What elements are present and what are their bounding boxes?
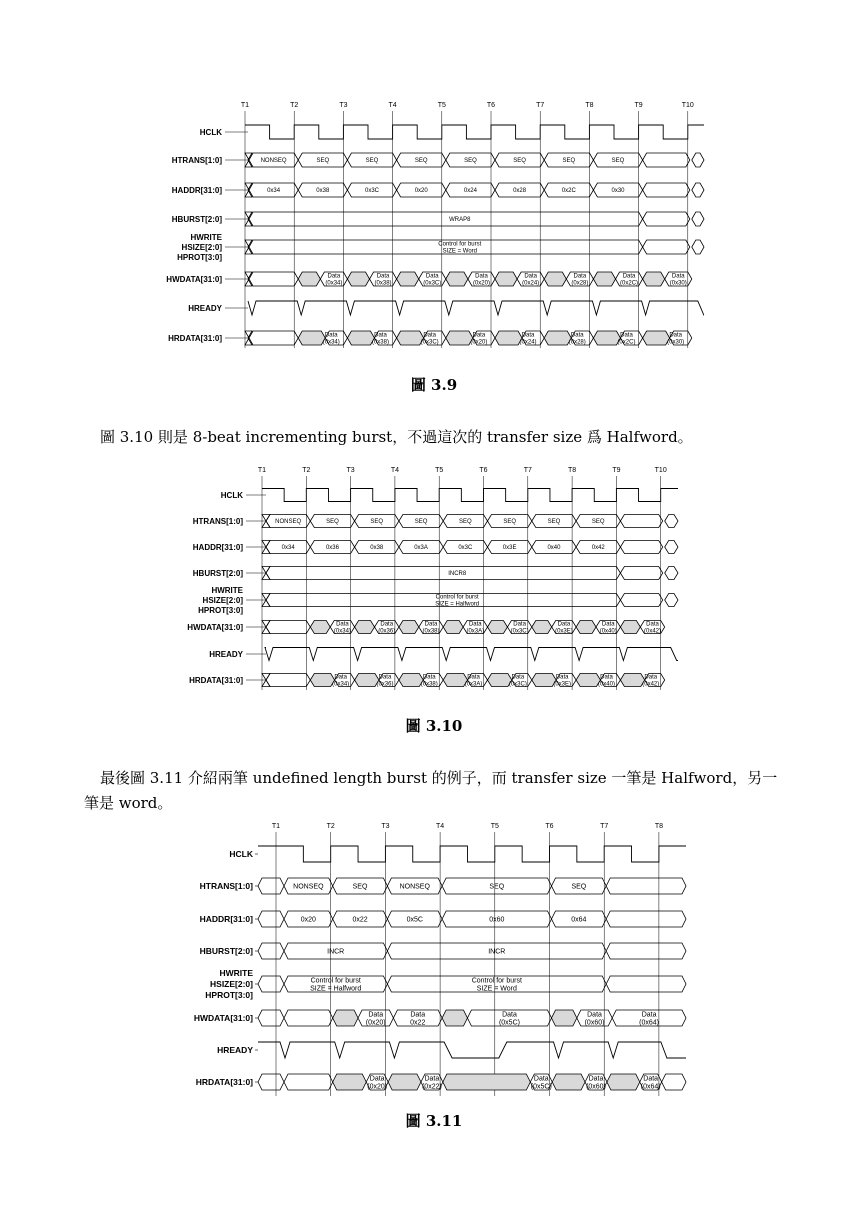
rdata-setup-cell	[446, 331, 473, 345]
bus-cell-blank	[643, 153, 690, 167]
rdata-value: Data	[669, 332, 683, 339]
span-text: SIZE = Halfword	[435, 601, 480, 608]
bus-cell-blank	[665, 567, 678, 580]
wdata-value: Data	[524, 273, 538, 280]
span-text: WRAP8	[449, 217, 471, 224]
rdata-value: (0x5C)	[530, 1083, 552, 1091]
bus-value: 0x2C	[561, 188, 576, 195]
wdata-value: (0x30)	[669, 280, 687, 287]
wdata-value: Data	[513, 621, 526, 628]
wdata-gap-cell	[397, 272, 419, 286]
bus-cell-blank	[266, 621, 310, 634]
rdata-value: (0x34)	[332, 681, 350, 688]
clock-label-T8: T8	[585, 102, 594, 109]
rdata-value: Data	[644, 674, 658, 681]
rdata-value: Data	[600, 674, 613, 681]
wdata-value: (0x20)	[365, 1019, 386, 1027]
timing-diagram-3-11	[0, 818, 868, 1108]
span-text: Control for burst	[310, 977, 361, 985]
bus-value: NONSEQ	[260, 158, 287, 165]
bus-value: NONSEQ	[399, 883, 430, 891]
bus-cell-blank	[606, 878, 686, 894]
rdata-value: Data	[511, 674, 525, 681]
bus-cell-blank	[692, 183, 704, 197]
wdata-gap-cell	[442, 1010, 467, 1026]
bus-value: SEQ	[414, 158, 428, 165]
clock-label-T1: T1	[240, 102, 250, 109]
rdata-value: Data	[378, 674, 392, 681]
wdata-value: Data	[622, 273, 636, 280]
bus-value: 0x30	[611, 188, 625, 195]
bus-cell-blank	[692, 153, 704, 167]
clock-label-T8: T8	[654, 823, 663, 830]
clock-label-T7: T7	[600, 823, 609, 830]
bus-value: 0x38	[370, 545, 384, 552]
clock-label-T4: T4	[388, 102, 397, 109]
signal-label-hprot-3-0-: HPROT[3:0]	[177, 253, 222, 262]
wdata-gap-cell	[643, 272, 665, 286]
clock-label-T10: T10	[654, 467, 667, 474]
wdata-value: 0x22	[410, 1019, 426, 1027]
rdata-setup-cell	[593, 331, 620, 345]
span-text: SIZE = Word	[442, 248, 478, 255]
signal-label-hwrite: HWRITE	[219, 968, 253, 978]
wdata-value: Data	[380, 621, 394, 628]
wdata-value: Data	[336, 621, 349, 628]
span-cell	[249, 212, 643, 226]
span-text: Control for burst	[438, 241, 482, 248]
bus-cell-blank	[258, 911, 284, 927]
clock-label-T6: T6	[545, 823, 554, 830]
signal-label-hrdata-31-0-: HRDATA[31:0]	[168, 334, 222, 343]
rdata-value: Data	[620, 332, 633, 339]
wdata-value: (0x5C)	[498, 1019, 520, 1027]
rdata-setup-cell	[643, 331, 670, 345]
signal-label-hprot-3-0-: HPROT[3:0]	[205, 990, 253, 1000]
figure-caption-3-9: 圖 3.9	[410, 376, 458, 394]
wdata-value: Data	[587, 1011, 602, 1019]
rdata-setup-cell	[333, 1074, 367, 1090]
bus-value: SEQ	[326, 519, 339, 526]
rdata-value: Data	[422, 674, 436, 681]
wdata-value: (0x3A)	[466, 628, 485, 635]
signal-label-hwdata-31-0-: HWDATA[31:0]	[193, 1013, 253, 1023]
wdata-value: Data	[573, 273, 587, 280]
bus-value: 0x3C	[458, 545, 473, 552]
figure-3-10	[0, 462, 868, 702]
wdata-gap-cell	[488, 621, 508, 634]
span-text: SIZE = Word	[476, 985, 517, 993]
clock-label-T7: T7	[523, 467, 532, 474]
wdata-gap-cell	[258, 1010, 284, 1026]
rdata-value: (0x22)	[421, 1083, 442, 1091]
wdata-value: (0x20)	[472, 280, 490, 287]
bus-cell-blank	[665, 515, 678, 528]
signal-label-hwrite: HWRITE	[190, 233, 222, 242]
wdata-value: Data	[671, 273, 685, 280]
clock-label-T6: T6	[479, 467, 488, 474]
bus-value: 0x22	[352, 916, 368, 924]
wdata-gap-cell	[284, 1010, 333, 1026]
clock-label-T5: T5	[435, 467, 444, 474]
wdata-value: (0x38)	[422, 628, 440, 635]
bus-value: 0x60	[489, 916, 505, 924]
rdata-value: Data	[588, 1075, 604, 1083]
rdata-value: Data	[423, 332, 437, 339]
clock-label-T8: T8	[568, 467, 577, 474]
bus-cell-blank	[258, 878, 284, 894]
wdata-value: Data	[368, 1011, 384, 1019]
signal-label-hburst-2-0-: HBURST[2:0]	[171, 215, 222, 224]
wdata-gap-cell	[593, 272, 615, 286]
wdata-value: (0x24)	[522, 280, 540, 287]
span-text: INCR	[327, 948, 345, 956]
rdata-value: Data	[570, 332, 584, 339]
rdata-setup-cell	[258, 1074, 284, 1090]
rdata-value: Data	[472, 332, 486, 339]
hready-waveform	[248, 301, 704, 315]
rdata-value: (0x24)	[519, 339, 537, 346]
signal-label-hrdata-31-0-: HRDATA[31:0]	[189, 676, 243, 685]
rdata-value: (0x40)	[597, 681, 615, 688]
wdata-gap-cell	[347, 272, 369, 286]
wdata-value: (0x34)	[333, 628, 351, 635]
figure-caption-3-10: 圖 3.10	[405, 717, 463, 735]
bus-value: 0x3A	[414, 545, 428, 552]
bus-value: SEQ	[513, 158, 526, 165]
rdata-value: (0x42)	[642, 681, 660, 688]
clock-label-T6: T6	[486, 102, 496, 109]
bus-value: NONSEQ	[293, 883, 324, 891]
hready-waveform	[265, 648, 678, 661]
rdata-value: (0x64)	[640, 1083, 661, 1091]
wdata-gap-cell	[443, 621, 463, 634]
bus-value: 0x20	[414, 188, 428, 195]
wdata-value: (0x64)	[639, 1019, 660, 1027]
wdata-gap-cell	[495, 272, 517, 286]
paragraph-3-10-intro: 圖 3.10 則是 8-beat incrementing burst，不過這次的 transfer size 爲 Halfword。	[100, 428, 693, 446]
signal-label-hrdata-31-0-: HRDATA[31:0]	[195, 1077, 253, 1087]
wdata-value: Data	[601, 621, 615, 628]
rdata-setup-cell	[495, 331, 522, 345]
bus-value: SEQ	[571, 883, 587, 891]
wdata-value: (0x28)	[571, 280, 589, 287]
bus-cell-blank	[643, 212, 690, 226]
rdata-value: (0x36)	[376, 681, 394, 688]
signal-label-hready: HREADY	[217, 1045, 253, 1055]
wdata-value: (0x36)	[378, 628, 396, 635]
rdata-setup-cell	[347, 331, 374, 345]
signal-label-hsize-2-0-: HSIZE[2:0]	[202, 596, 243, 605]
wdata-value: Data	[502, 1011, 517, 1019]
wdata-gap-cell	[552, 1010, 577, 1026]
wdata-gap-cell	[355, 621, 375, 634]
wdata-value: Data	[646, 621, 659, 628]
signal-label-htrans-1-0-: HTRANS[1:0]	[171, 156, 222, 165]
figure-3-11	[0, 818, 868, 1108]
rdata-setup-cell	[355, 674, 379, 687]
signal-label-htrans-1-0-: HTRANS[1:0]	[192, 517, 243, 526]
bus-value: 0x38	[316, 188, 330, 195]
bus-value: SEQ	[370, 519, 384, 526]
rdata-value: (0x30)	[667, 339, 685, 346]
bus-cell-blank	[620, 567, 662, 580]
bus-value: 0x42	[591, 545, 605, 552]
wdata-value: Data	[468, 621, 482, 628]
bus-cell-blank	[643, 183, 690, 197]
bus-cell-blank	[606, 943, 686, 959]
bus-value: SEQ	[459, 519, 472, 526]
rdata-value: Data	[643, 1075, 659, 1083]
wdata-value: (0x3C)	[510, 628, 529, 635]
clock-label-T5: T5	[437, 102, 446, 109]
bus-value: SEQ	[591, 519, 605, 526]
wdata-gap-cell	[576, 621, 596, 634]
rdata-value: Data	[324, 332, 338, 339]
bus-cell-blank	[249, 331, 298, 345]
rdata-setup-cell	[576, 674, 600, 687]
rdata-setup-cell	[388, 1074, 421, 1090]
signal-label-hwdata-31-0-: HWDATA[31:0]	[187, 623, 243, 632]
rdata-setup-cell	[443, 1074, 531, 1090]
span-text: Control for burst	[435, 594, 479, 601]
bus-cell-blank	[620, 515, 662, 528]
bus-value: 0x3C	[364, 188, 380, 195]
wdata-value: (0x38)	[374, 280, 392, 287]
wdata-gap-cell	[446, 272, 468, 286]
wdata-value: (0x40)	[599, 628, 617, 635]
signal-label-haddr-31-0-: HADDR[31:0]	[199, 914, 253, 924]
figure-caption-3-11: 圖 3.11	[405, 1112, 463, 1130]
rdata-setup-cell	[607, 1074, 640, 1090]
wdata-value: (0x3C)	[423, 280, 442, 287]
clock-label-T5: T5	[490, 823, 499, 830]
wdata-value: (0x42)	[644, 628, 662, 635]
signal-label-hwrite: HWRITE	[211, 586, 243, 595]
wdata-value: Data	[327, 273, 341, 280]
clock-label-T2: T2	[290, 102, 299, 109]
signal-label-haddr-31-0-: HADDR[31:0]	[171, 186, 222, 195]
hclk-waveform	[245, 125, 704, 139]
bus-cell-blank	[258, 943, 284, 959]
paragraph-3-11-intro: 最後圖 3.11 介紹兩筆 undefined length burst 的例子，而 transfer size 一筆是 Halfword，另一筆是 word。	[84, 769, 778, 812]
rdata-setup-cell	[620, 674, 644, 687]
signal-label-hclk: HCLK	[199, 128, 222, 137]
wdata-gap-cell	[310, 621, 330, 634]
rdata-value: Data	[555, 674, 569, 681]
figure-3-9	[0, 95, 868, 355]
rdata-setup-cell	[399, 674, 423, 687]
rdata-value: Data	[334, 674, 348, 681]
clock-label-T9: T9	[612, 467, 621, 474]
bus-value: 0x24	[463, 188, 477, 195]
bus-value: NONSEQ	[275, 519, 302, 526]
span-text: SIZE = Halfword	[310, 985, 362, 993]
clock-label-T3: T3	[339, 102, 348, 109]
signal-label-hprot-3-0-: HPROT[3:0]	[198, 606, 243, 615]
rdata-setup-cell	[284, 1074, 333, 1090]
rdata-value: Data	[374, 332, 387, 339]
bus-cell-blank	[606, 976, 686, 992]
rdata-value: (0x20)	[470, 339, 488, 346]
bus-cell-blank	[692, 212, 704, 226]
rdata-value: (0x3C)	[508, 681, 527, 688]
signal-label-hburst-2-0-: HBURST[2:0]	[192, 569, 243, 578]
rdata-value: (0x60)	[586, 1083, 606, 1091]
signal-label-haddr-31-0-: HADDR[31:0]	[192, 543, 243, 552]
wdata-gap-cell	[333, 1010, 358, 1026]
bus-value: 0x20	[300, 916, 316, 924]
signal-label-htrans-1-0-: HTRANS[1:0]	[199, 881, 253, 891]
bus-cell-blank	[606, 911, 686, 927]
wdata-value: (0x34)	[325, 280, 343, 287]
signal-label-hsize-2-0-: HSIZE[2:0]	[181, 243, 222, 252]
bus-cell-blank	[620, 594, 662, 607]
wdata-value: Data	[641, 1011, 657, 1019]
bus-value: SEQ	[464, 158, 477, 165]
bus-cell-blank	[692, 240, 704, 254]
rdata-setup-cell	[397, 331, 424, 345]
rdata-value: Data	[533, 1075, 549, 1083]
wdata-gap-cell	[399, 621, 419, 634]
wdata-gap-cell	[544, 272, 566, 286]
clock-label-T1: T1	[271, 823, 281, 830]
bus-cell-blank	[665, 541, 678, 554]
bus-cell-blank	[266, 674, 310, 687]
rdata-setup-cell	[552, 1074, 585, 1090]
wdata-value: Data	[410, 1011, 426, 1019]
rdata-value: (0x2C)	[617, 339, 636, 346]
wdata-gap-cell	[532, 621, 552, 634]
bus-value: 0x40	[547, 545, 561, 552]
rdata-value: Data	[521, 332, 535, 339]
wdata-value: Data	[557, 621, 571, 628]
bus-cell-blank	[643, 240, 690, 254]
span-text: INCR8	[448, 571, 467, 578]
hclk-waveform	[262, 489, 678, 502]
span-text: INCR	[488, 948, 506, 956]
wdata-value: Data	[425, 273, 439, 280]
clock-label-T3: T3	[346, 467, 355, 474]
rdata-value: (0x34)	[322, 339, 340, 346]
rdata-setup-cell	[544, 331, 571, 345]
clock-label-T1: T1	[257, 467, 267, 474]
rdata-value: (0x38)	[420, 681, 438, 688]
clock-label-T4: T4	[436, 823, 445, 830]
clock-label-T2: T2	[302, 467, 311, 474]
hready-waveform	[258, 1042, 686, 1058]
bus-value: 0x5C	[406, 916, 423, 924]
clock-label-T3: T3	[381, 823, 390, 830]
span-text: Control for burst	[471, 977, 522, 985]
rdata-value: (0x3A)	[464, 681, 483, 688]
wdata-value: Data	[376, 273, 390, 280]
rdata-value: Data	[424, 1075, 440, 1083]
rdata-value: Data	[467, 674, 480, 681]
clock-label-T7: T7	[536, 102, 545, 109]
signal-label-hready: HREADY	[209, 650, 243, 659]
span-cell	[266, 567, 620, 580]
bus-value: 0x64	[571, 916, 587, 924]
bus-value: SEQ	[316, 158, 330, 165]
bus-value: SEQ	[489, 883, 505, 891]
signal-label-hready: HREADY	[188, 304, 222, 313]
signal-label-hclk: HCLK	[229, 849, 253, 859]
wdata-value: Data	[424, 621, 438, 628]
bus-value: 0x34	[281, 545, 295, 552]
bus-value: SEQ	[562, 158, 576, 165]
signal-label-hsize-2-0-: HSIZE[2:0]	[210, 979, 253, 989]
bus-value: 0x3E	[502, 545, 517, 552]
signal-label-hclk: HCLK	[220, 491, 243, 500]
bus-value: 0x28	[513, 188, 527, 195]
bus-value: SEQ	[503, 519, 516, 526]
rdata-value: Data	[369, 1075, 385, 1083]
bus-cell-blank	[258, 976, 284, 992]
rdata-setup-cell	[298, 331, 325, 345]
bus-cell-blank	[665, 594, 678, 607]
rdata-value: (0x20)	[367, 1083, 388, 1091]
rdata-value: (0x28)	[568, 339, 586, 346]
bus-cell-blank	[620, 541, 662, 554]
bus-value: 0x36	[325, 545, 339, 552]
wdata-value: (0x60)	[584, 1019, 605, 1027]
signal-label-hwdata-31-0-: HWDATA[31:0]	[166, 275, 222, 284]
wdata-gap-cell	[298, 272, 320, 286]
rdata-value: (0x38)	[371, 339, 389, 346]
bus-value: SEQ	[547, 519, 561, 526]
rdata-setup-cell	[310, 674, 334, 687]
clock-label-T9: T9	[634, 102, 643, 109]
clock-label-T2: T2	[326, 823, 335, 830]
rdata-setup-cell	[662, 1074, 686, 1090]
timing-diagram-3-10	[0, 462, 868, 702]
timing-diagram-3-9	[0, 95, 868, 355]
signal-label-hburst-2-0-: HBURST[2:0]	[199, 946, 253, 956]
rdata-value: (0x3E)	[553, 681, 572, 688]
bus-value: SEQ	[611, 158, 625, 165]
wdata-gap-cell	[620, 621, 640, 634]
rdata-value: (0x3C)	[420, 339, 439, 346]
wdata-value: (0x3E)	[555, 628, 573, 635]
wdata-value: (0x2C)	[620, 280, 639, 287]
bus-value: SEQ	[365, 158, 379, 165]
bus-value: 0x34	[267, 188, 281, 195]
hclk-waveform	[258, 846, 686, 862]
bus-value: SEQ	[352, 883, 368, 891]
wdata-value: Data	[475, 273, 488, 280]
clock-label-T10: T10	[681, 102, 694, 109]
clock-label-T4: T4	[390, 467, 399, 474]
bus-cell-blank	[249, 272, 298, 286]
bus-value: SEQ	[414, 519, 428, 526]
